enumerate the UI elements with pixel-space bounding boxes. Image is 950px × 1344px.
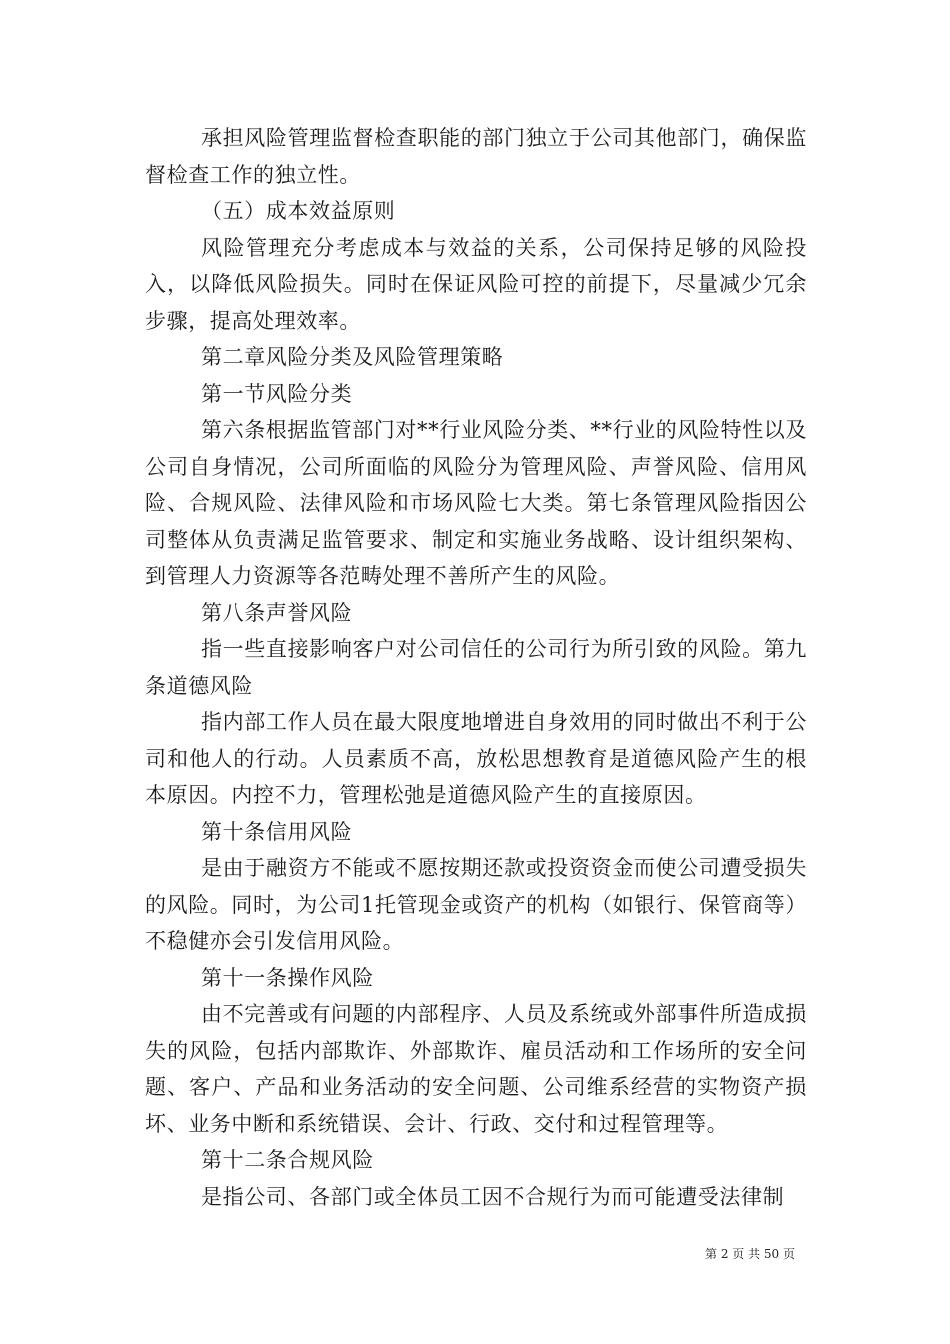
paragraph: 第六条根据监管部门对**行业风险分类、**行业的风险特性以及公司自身情况，公司所面临的风险分为管理风险、声誉风险、信用风险、合规风险、法律风险和市场风险七大类。第七条管理风险指因公司整体从负责满足监管要求、制定和实施业务战略、设计组织架构、到管理人力资源等各范畴处理不善所产生的风险。 <box>145 418 807 588</box>
chapter-heading: 第二章风险分类及风险管理策略 <box>201 345 504 369</box>
paragraph: 指内部工作人员在最大限度地增进自身效用的同时做出不利于公司和他人的行动。人员素质不高，放松思想教育是道德风险产生的根本原因。内控不力，管理松弛是道德风险产生的直接原因。 <box>145 710 807 807</box>
section-heading: （五）成本效益原则 <box>201 199 396 223</box>
section-heading: 第一节风险分类 <box>201 381 353 406</box>
paragraph: 由不完善或有问题的内部程序、人员及系统或外部事件所造成损失的风险，包括内部欺诈、外部欺诈、雇员活动和工作场所的安全问题、客户、产品和业务活动的安全问题、公司维系经营的实物资产损坏、业务中断和系统错误、会计、行政、交付和过程管理等。 <box>145 1002 807 1136</box>
article-heading: 第十条信用风险 <box>201 819 353 844</box>
paragraph: 风险管理充分考虑成本与效益的关系，公司保持足够的风险投入，以降低风险损失。同时在保证风险可控的前提下，尽量减少冗余步骤，提高处理效率。 <box>145 235 807 333</box>
article-heading: 第十一条操作风险 <box>201 965 374 990</box>
article-heading: 第十二条合规风险 <box>201 1148 374 1172</box>
paragraph: 承担风险管理监督检查职能的部门独立于公司其他部门，确保监督检查工作的独立性。 <box>145 126 807 187</box>
paragraph: 是指公司、各部门或全体员工因不合规行为而可能遭受法律制 <box>201 1184 785 1209</box>
body-text <box>145 120 807 1215</box>
paragraph: 指一些直接影响客户对公司信任的公司行为所引致的风险。第九条道德风险 <box>145 637 807 698</box>
paragraph: 是由于融资方不能或不愿按期还款或投资资金而使公司遭受损失的风险。同时，为公司1托管现金或资产的机构（如银行、保管商等）不稳健亦会引发信用风险。 <box>145 856 807 953</box>
article-heading: 第八条声誉风险 <box>201 600 353 625</box>
page-number-footer: 第 2 页 共 50 页 <box>705 1247 795 1261</box>
